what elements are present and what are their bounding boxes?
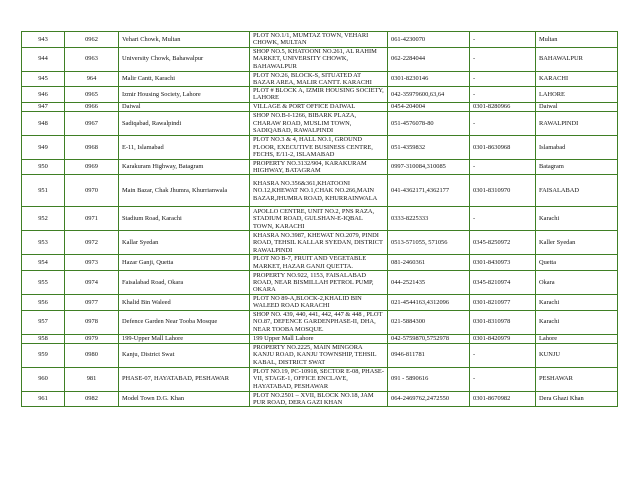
branch-code-cell: 0977 xyxy=(65,294,119,310)
address-cell: PROPERTY NO.2225, MAIN MINGORA KANJU ROAD, KANJU TOWNSHIP, TEHSIL KABAL, DISTRICT SWAT xyxy=(250,343,388,367)
city-cell: KUNJU xyxy=(536,343,618,367)
serial-cell: 960 xyxy=(22,367,65,391)
table-row xyxy=(22,294,618,310)
branch-name-cell: Defence Garden Near Tooba Mosque xyxy=(119,310,250,334)
table-row xyxy=(22,32,618,48)
branch-name-cell: Malir Cantt, Karachi xyxy=(119,71,250,87)
address-cell: PLOT NO.19, PC-10918, SECTOR E-08, PHASE-VII, STAGE-1, OFFICE ENCLAVE, HAYATABAD, PESHAWAR xyxy=(250,367,388,391)
table-row xyxy=(22,111,618,135)
branch-name-cell: Sadiqabad, Rawalpindi xyxy=(119,111,250,135)
phone-cell: 081-2460361 xyxy=(388,255,470,271)
city-cell: Karachi xyxy=(536,207,618,231)
address-cell: KHASRA NO.356&361,KHATOONI NO.12,KHEWAT NO.1,CHAK NO.266,MAIN BAZAR,JHUMRA ROAD, KHURRAINWALA xyxy=(250,175,388,207)
mobile-cell: 0301-8280966 xyxy=(470,102,536,111)
mobile-cell: - xyxy=(470,32,536,48)
address-cell: SHOP NO. 439, 440, 441, 442, 447 & 448 , PLOT NO.87, DEFENCE GARDENPHASE-II, DHA, NEAR TOOBA MOSQUE. xyxy=(250,310,388,334)
branch-code-cell: 0974 xyxy=(65,270,119,294)
serial-cell: 959 xyxy=(22,343,65,367)
serial-cell: 944 xyxy=(22,47,65,71)
table-row xyxy=(22,343,618,367)
city-cell: Batagram xyxy=(536,159,618,175)
address-cell: PLOT NO.3 & 4, HALL NO.1, GROUND FLOOR, EXECUTIVE BUSINESS CENTRE, FECHS, E/11-2, ISLAMABAD xyxy=(250,135,388,159)
serial-cell: 961 xyxy=(22,391,65,407)
city-cell: Multan xyxy=(536,32,618,48)
address-cell: PROPERTY NO.3132/904, KARAKURAM HIGHWAY, BATAGRAM xyxy=(250,159,388,175)
branch-code-cell: 0971 xyxy=(65,207,119,231)
table-row xyxy=(22,135,618,159)
table-row xyxy=(22,102,618,111)
phone-cell: 042-35979600,63,64 xyxy=(388,87,470,103)
phone-cell: 051-4359832 xyxy=(388,135,470,159)
mobile-cell: 0301-8630968 xyxy=(470,135,536,159)
city-cell: Islamabad xyxy=(536,135,618,159)
branch-code-cell: 0968 xyxy=(65,135,119,159)
city-cell: BAHAWALPUR xyxy=(536,47,618,71)
serial-cell: 947 xyxy=(22,102,65,111)
serial-cell: 951 xyxy=(22,175,65,207)
branch-code-cell: 0973 xyxy=(65,255,119,271)
serial-cell: 958 xyxy=(22,334,65,343)
mobile-cell: - xyxy=(470,343,536,367)
branch-code-cell: 0978 xyxy=(65,310,119,334)
branch-code-cell: 0965 xyxy=(65,87,119,103)
city-cell: Quetta xyxy=(536,255,618,271)
branch-code-cell: 0966 xyxy=(65,102,119,111)
address-cell: PLOT NO.2501 – XVII, BLOCK NO.18, JAM PUR ROAD, DERA GAZI KHAN xyxy=(250,391,388,407)
table-row xyxy=(22,231,618,255)
branch-name-cell: Main Bazar, Chak Jhumra, Khurrianwala xyxy=(119,175,250,207)
branch-table xyxy=(21,31,618,407)
branch-code-cell: 981 xyxy=(65,367,119,391)
city-cell: Dera Ghazi Khan xyxy=(536,391,618,407)
mobile-cell: 0345-8210974 xyxy=(470,270,536,294)
serial-cell: 953 xyxy=(22,231,65,255)
city-cell: KARACHI xyxy=(536,71,618,87)
city-cell: PESHAWAR xyxy=(536,367,618,391)
mobile-cell: 0345-8250972 xyxy=(470,231,536,255)
serial-cell: 950 xyxy=(22,159,65,175)
branch-code-cell: 0962 xyxy=(65,32,119,48)
phone-cell: 0997-310084,310085 xyxy=(388,159,470,175)
address-cell: KHASRA NO.3987, KHEWAT NO.2079, PINDI ROAD, TEHSIL KALLAR SYEDAN, DISTRICT RAWALPINDI xyxy=(250,231,388,255)
table-row xyxy=(22,255,618,271)
table-row xyxy=(22,47,618,71)
address-cell: APOLLO CENTRE, UNIT NO.2, PNS RAZA, STADIUM ROAD, GULSHAN-E-IQBAL TOWN, KARACHI xyxy=(250,207,388,231)
city-cell: Karachi xyxy=(536,310,618,334)
branch-code-cell: 0980 xyxy=(65,343,119,367)
branch-name-cell: E-11, Islamabad xyxy=(119,135,250,159)
branch-code-cell: 0969 xyxy=(65,159,119,175)
phone-cell: 0513-571055, 571056 xyxy=(388,231,470,255)
address-cell: PLOT NO.1/1, MUMTAZ TOWN, VEHARI CHOWK, MULTAN xyxy=(250,32,388,48)
phone-cell: 044-2521435 xyxy=(388,270,470,294)
address-cell: PLOT NO 89-A,BLOCK-2,KHALID BIN WALEED ROAD KARACHI xyxy=(250,294,388,310)
city-cell: Lahore xyxy=(536,334,618,343)
mobile-cell: 0301-8310978 xyxy=(470,310,536,334)
serial-cell: 948 xyxy=(22,111,65,135)
address-cell: PLOT # BLOCK A, IZMIR HOUSING SOCIETY, LAHORE xyxy=(250,87,388,103)
table-row xyxy=(22,270,618,294)
table-row xyxy=(22,87,618,103)
branch-name-cell: University Chowk, Bahawalpur xyxy=(119,47,250,71)
table-row xyxy=(22,207,618,231)
branch-name-cell: Faisalabad Road, Okara xyxy=(119,270,250,294)
phone-cell: 0301-8230146 xyxy=(388,71,470,87)
phone-cell: 091 - 5890616 xyxy=(388,367,470,391)
mobile-cell: 0301-8430973 xyxy=(470,255,536,271)
serial-cell: 945 xyxy=(22,71,65,87)
branch-name-cell: Hazar Ganji, Quetta xyxy=(119,255,250,271)
branch-name-cell: Kallar Syedan xyxy=(119,231,250,255)
branch-code-cell: 0963 xyxy=(65,47,119,71)
table-row xyxy=(22,71,618,87)
phone-cell: 021-5884300 xyxy=(388,310,470,334)
phone-cell: 064-2469762,2472550 xyxy=(388,391,470,407)
address-cell: VILLAGE & PORT OFFICE DAIWAL xyxy=(250,102,388,111)
branch-code-cell: 0970 xyxy=(65,175,119,207)
mobile-cell: 0301-8420979 xyxy=(470,334,536,343)
branch-name-cell: Karakuram Highway, Batagram xyxy=(119,159,250,175)
phone-cell: 0333-8225333 xyxy=(388,207,470,231)
branch-name-cell: Stadium Road, Karachi xyxy=(119,207,250,231)
mobile-cell: - xyxy=(470,207,536,231)
mobile-cell: - xyxy=(470,47,536,71)
branch-code-cell: 964 xyxy=(65,71,119,87)
city-cell: FAISALABAD xyxy=(536,175,618,207)
serial-cell: 952 xyxy=(22,207,65,231)
serial-cell: 943 xyxy=(22,32,65,48)
branch-table-body xyxy=(22,32,618,407)
mobile-cell: - xyxy=(470,71,536,87)
address-cell: PLOT NO.26, BLOCK-S, SITUATED AT BAZAR AREA, MALIR CANTT. KARACHI xyxy=(250,71,388,87)
table-row xyxy=(22,175,618,207)
city-cell: LAHORE xyxy=(536,87,618,103)
city-cell: Okara xyxy=(536,270,618,294)
phone-cell: 042-5759870,5752978 xyxy=(388,334,470,343)
branch-name-cell: Khalid Bin Waleed xyxy=(119,294,250,310)
branch-name-cell: Kanju, District Swat xyxy=(119,343,250,367)
branch-code-cell: 0979 xyxy=(65,334,119,343)
branch-name-cell: Izmir Housing Society, Lahore xyxy=(119,87,250,103)
branch-name-cell: Model Town D.G. Khan xyxy=(119,391,250,407)
address-cell: SHOP NO.5, KHATOONI NO.261, AL RAHIM MARKET, UNIVERSITY CHOWK, BAHAWALPUR xyxy=(250,47,388,71)
branch-name-cell: Vehari Chowk, Multan xyxy=(119,32,250,48)
phone-cell: 0454-204004 xyxy=(388,102,470,111)
city-cell: Kaller Syedan xyxy=(536,231,618,255)
address-cell: SHOP NO.B-I-1266, BIBARK PLAZA, CHARAW ROAD, MUSLIM TOWN, SADIQABAD, RAWALPINDI xyxy=(250,111,388,135)
address-cell: PLOT NO B-7, FRUIT AND VEGETABLE MARKET, HAZAR GANJI QUETTA. xyxy=(250,255,388,271)
serial-cell: 957 xyxy=(22,310,65,334)
branch-code-cell: 0967 xyxy=(65,111,119,135)
mobile-cell: 0301-8210977 xyxy=(470,294,536,310)
serial-cell: 949 xyxy=(22,135,65,159)
phone-cell: 062-2284044 xyxy=(388,47,470,71)
branch-name-cell: PHASE-07, HAYATABAD, PESHAWAR xyxy=(119,367,250,391)
branch-code-cell: 0982 xyxy=(65,391,119,407)
mobile-cell: - xyxy=(470,159,536,175)
mobile-cell: 0301-8310970 xyxy=(470,175,536,207)
table-row xyxy=(22,334,618,343)
mobile-cell: 0301-8670982 xyxy=(470,391,536,407)
branch-name-cell: 199-Upper Mall Lahore xyxy=(119,334,250,343)
serial-cell: 955 xyxy=(22,270,65,294)
city-cell: RAWALPINDI xyxy=(536,111,618,135)
table-row xyxy=(22,391,618,407)
mobile-cell: - xyxy=(470,111,536,135)
city-cell: Karachi xyxy=(536,294,618,310)
mobile-cell: - xyxy=(470,87,536,103)
table-row xyxy=(22,310,618,334)
city-cell: Daiwal xyxy=(536,102,618,111)
branch-code-cell: 0972 xyxy=(65,231,119,255)
phone-cell: 0946-811781 xyxy=(388,343,470,367)
phone-cell: 021-4544163,4312096 xyxy=(388,294,470,310)
table-row xyxy=(22,159,618,175)
phone-cell: 041-4362171,4362177 xyxy=(388,175,470,207)
serial-cell: 954 xyxy=(22,255,65,271)
phone-cell: 061-4230070 xyxy=(388,32,470,48)
mobile-cell: - xyxy=(470,367,536,391)
phone-cell: 051-4576078-80 xyxy=(388,111,470,135)
address-cell: 199 Upper Mall Lahore xyxy=(250,334,388,343)
table-row xyxy=(22,367,618,391)
serial-cell: 946 xyxy=(22,87,65,103)
address-cell: PROPERTY NO.922, 1153, FAISALABAD ROAD, NEAR BISMILLAH PETROL PUMP, OKARA xyxy=(250,270,388,294)
branch-name-cell: Daiwal xyxy=(119,102,250,111)
serial-cell: 956 xyxy=(22,294,65,310)
